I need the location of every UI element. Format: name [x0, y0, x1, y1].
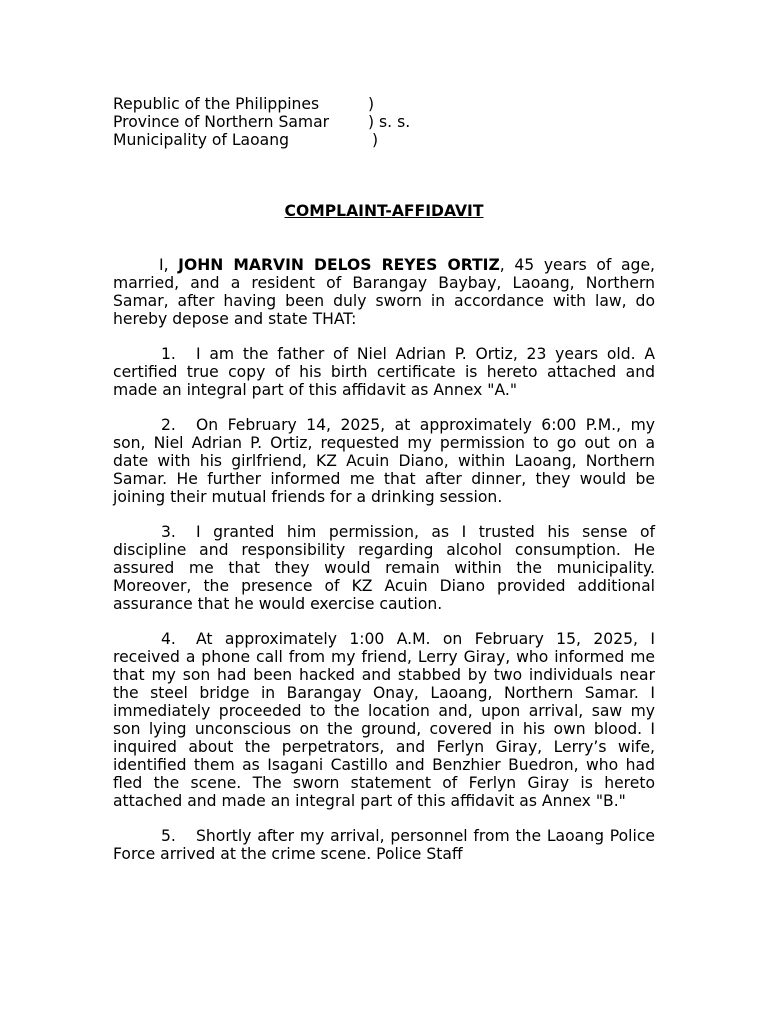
venue-municipality-text: Municipality of Laoang: [113, 131, 289, 149]
paragraph-1: [113, 345, 655, 399]
affidavit-body: [113, 256, 655, 880]
paragraph-text: I am the father of Niel Adrian P. Ortiz, 23 years old. A certified true copy of his birth certificate is hereto attached and made an integral part of this affidavit as Annex "A.": [113, 345, 655, 399]
paragraph-text: I granted him permission, as I trusted his sense of discipline and responsibility regarding alcohol consumption. He assured me that they would remain within the municipality. Moreover, the presence of KZ Acuin Diano provided additional assurance that he would exercise caution.: [113, 523, 655, 613]
paragraph-number: 1.: [161, 345, 176, 363]
paragraph-4: [113, 630, 655, 810]
paragraph-text: Shortly after my arrival, personnel from the Laoang Police Force arrived at the crime scene. Police Staff: [113, 827, 655, 863]
paragraph-number: 4.: [161, 630, 176, 648]
document-title: COMPLAINT-AFFIDAVIT: [284, 202, 484, 220]
paragraph-2: [113, 416, 655, 506]
venue-municipality-suffix: ): [372, 131, 379, 149]
venue-province-text: Province of Northern Samar: [113, 113, 330, 131]
paragraph-number: 5.: [161, 827, 176, 845]
venue-republic-text: Republic of the Philippines: [113, 95, 320, 113]
intro-paragraph: [113, 256, 655, 328]
intro-rest: , 45 years of age, married, and a resident of Barangay Baybay, Laoang, Northern Samar, after having been duly sworn in accordance with law, do hereby depose and state THAT:: [113, 256, 655, 328]
venue-republic-suffix: ): [368, 95, 375, 113]
paragraph-number: 3.: [161, 523, 176, 541]
paragraph-text: At approximately 1:00 A.M. on February 15, 2025, I received a phone call from my friend, Lerry Giray, who informed me that my son had been hacked and stabbed by two individuals near the steel bridge in Barangay Onay, Laoang, Northern Samar. I immediately proceeded to the location and, upon arrival, saw my son lying unconscious on the ground, covered in his own blood. I inquired about the perpetrators, and Ferlyn Giray, Lerry’s wife, identified them as Isagani Castillo and Benzhier Buedron, who had fled the scene. The sworn statement of Ferlyn Giray is hereto attached and made an integral part of this affidavit as Annex "B.": [113, 630, 655, 810]
paragraph-5: [113, 827, 655, 863]
paragraph-3: [113, 523, 655, 613]
paragraph-number: 2.: [161, 416, 176, 434]
paragraph-text: On February 14, 2025, at approximately 6:00 P.M., my son, Niel Adrian P. Ortiz, requested my permission to go out on a date with his girlfriend, KZ Acuin Diano, within Laoang, Northern Samar. He further informed me that after dinner, they would be joining their mutual friends for a drinking session.: [113, 416, 655, 506]
affiant-name: JOHN MARVIN DELOS REYES ORTIZ: [178, 256, 500, 274]
intro-prefix: I,: [159, 256, 179, 274]
venue-province-suffix: ) s. s.: [368, 113, 411, 131]
